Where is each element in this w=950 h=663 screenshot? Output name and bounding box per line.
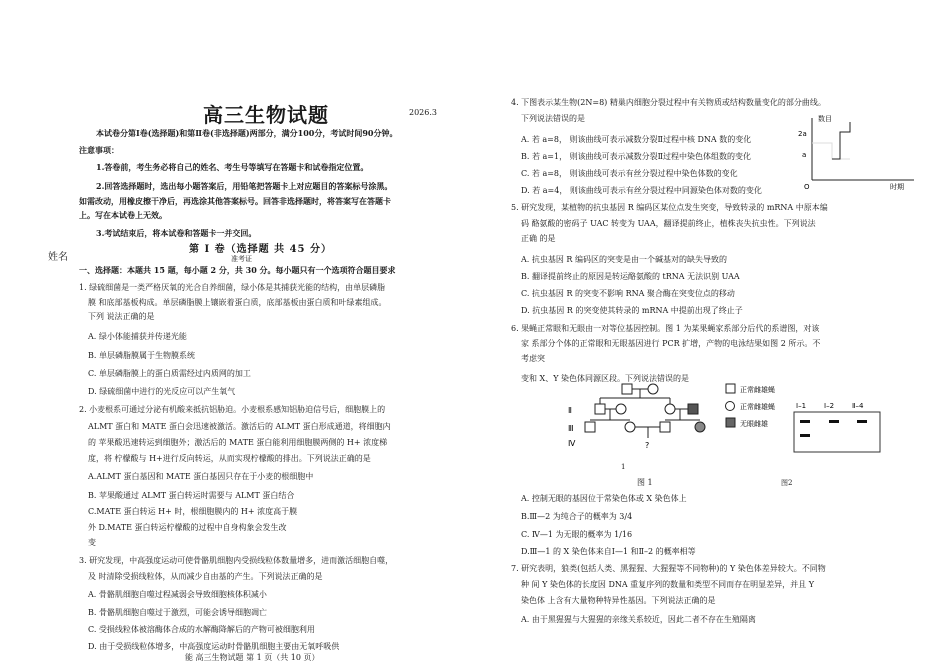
q6-option-b: B.Ⅲ—2 为纯合子的概率为 3/4 <box>521 512 633 521</box>
q5-stem-3: 正确 的是 <box>521 234 556 243</box>
q4-y-axis-label: 数目 <box>818 115 832 123</box>
notice-item-2-end: 上。写在本试卷上无效。 <box>79 210 167 220</box>
notice-title: 注意事项： <box>79 145 119 155</box>
q4-tick-a: a <box>802 151 807 159</box>
gel-band <box>857 420 867 423</box>
q4-origin-label: O <box>804 183 810 191</box>
q4-curve-figure <box>794 112 934 192</box>
q2-option-c: C.MATE 蛋白转运 H+ 时，根细胞膜内的 H+ 浓度高于膜 <box>88 507 298 516</box>
q7-stem: 7. 研究表明，狼类(包括人类、黑猩猩、大猩猩等不同物种)的 Y 染色体差异较大。不同物 <box>511 564 826 573</box>
pedigree-male <box>585 422 595 432</box>
q4-x-axis-label: 时期 <box>890 183 904 191</box>
q6-stem-4: 变和 X、Y 染色体同源区段。下列说法错误的是 <box>521 374 690 383</box>
part-title: 一、选择题：本题共 15 题，每小题 2 分，共 30 分。每小题只有一个选项符合题目要求 <box>79 265 396 275</box>
q1-option-c: C. 单层磷脂膜上的蛋白质需经过内质网的加工 <box>88 369 251 378</box>
q2-stem-4: 度，将 柠檬酸与 H+进行反向转运，从而实现柠檬酸的排出。下列说法正确的是 <box>88 454 371 463</box>
q7-option-a: A. 由于黑猩猩与大猩猩的亲缘关系较近，因此二者不存在生殖隔离 <box>521 615 756 624</box>
legend-normal-female-symbol <box>726 402 735 411</box>
figure-1-number: 1 <box>621 463 626 471</box>
side-id-label: 准考证 <box>231 255 252 263</box>
q2-option-a: A.ALMT 蛋白基因和 MATE 蛋白基因只存在于小麦的根细胞中 <box>88 472 314 481</box>
q4-option-a: A. 若 a=8， 则该曲线可表示减数分裂Ⅱ过程中核 DNA 数的变化 <box>521 135 752 144</box>
q3-option-b: B. 骨骼肌细胞自噬过于激烈，可能会诱导细胞凋亡 <box>88 608 267 617</box>
gel-band <box>800 420 810 423</box>
q4-tick-2a: 2a <box>798 130 807 138</box>
pedigree-female <box>648 384 658 394</box>
pedigree-affected-male <box>688 404 698 414</box>
legend-normal-male-symbol <box>726 384 735 393</box>
q2-option-b: B. 苹果酸通过 ALMT 蛋白转运时需要与 ALMT 蛋白结合 <box>88 491 295 500</box>
q3-option-a: A. 骨骼肌细胞自噬过程减弱会导致细胞核体积减小 <box>88 590 267 599</box>
pedigree-female <box>665 404 675 414</box>
gen-label-2: Ⅱ <box>568 406 572 415</box>
q1-option-d: D. 绿硫细菌中进行的光反应可以产生氧气 <box>88 387 236 396</box>
section-title: 第 Ⅰ 卷（选择题 共 45 分） <box>189 244 333 255</box>
q4-curve-line <box>832 122 850 159</box>
figure-2-caption: 图2 <box>781 479 793 487</box>
q5-stem: 5. 研究发现，某植物的抗虫基因 R 编码区某位点发生突变，导致转录的 mRNA 中原本编 <box>511 203 828 212</box>
q3-option-c: C. 受损线粒体被溶酶体合成的水解酶降解后的产物可被细胞利用 <box>88 625 315 634</box>
q4-faint-line <box>812 143 850 159</box>
q3-stem-2: 及 时清除受损线粒体，从而减少自由基的产生。下列说法正确的是 <box>88 572 323 581</box>
q6-option-d: D.Ⅲ—1 的 X 染色体来自Ⅰ—1 和Ⅱ–2 的概率相等 <box>521 547 696 556</box>
pedigree-affected-female <box>695 422 705 432</box>
side-name-label: 姓名 <box>48 252 68 263</box>
pedigree-male <box>595 404 605 414</box>
gel-lane-2-label: Ⅰ–2 <box>824 402 835 410</box>
legend-normal-1: 正常雌雄蝇 <box>740 386 775 394</box>
notice-item-1: 1.答卷前，考生务必将自己的姓名、考生号等填写在答题卡和试卷指定位置。 <box>96 162 369 172</box>
q2-option-d-end: 变 <box>88 538 96 547</box>
notice-item-2: 2.回答选择题时，选出每小题答案后，用铅笔把答题卡上对应题目的答案标号涂黑。 <box>96 181 393 191</box>
pedigree-female <box>616 404 626 414</box>
figure-1-caption: 图 1 <box>637 478 653 487</box>
q4-stem: 4. 下图表示某生物(2N=8) 精巢内细胞分裂过程中有关物质或结构数量变化的部分曲线。 <box>511 98 826 107</box>
gel-lane-1-label: Ⅰ–1 <box>796 402 807 410</box>
q3-stem: 3. 研究发现，中高强度运动可使骨骼肌细胞内受损线粒体数量增多，进而激活细胞自噬， <box>79 556 394 565</box>
q2-stem-2: ALMT 蛋白和 MATE 蛋白会迅速被激活。激活后的 ALMT 蛋白形成通道，将细胞内 <box>88 422 391 431</box>
q1-stem-3: 下列 说法正确的是 <box>88 312 155 321</box>
pedigree-female <box>625 422 635 432</box>
q4-option-d: D. 若 a=4， 则该曲线可表示有丝分裂过程中同源染色体对数的变化 <box>521 186 762 195</box>
q5-option-a: A. 抗虫基因 R 编码区的突变是由一个碱基对的缺失导致的 <box>521 255 727 264</box>
q6-stem: 6. 果蝇正常眼和无眼由一对等位基因控制。图 1 为某果蝇家系部分后代的系谱图，对该 <box>511 324 820 333</box>
notice-item-2-cont: 如需改动，用橡皮擦干净后，再选涂其他答案标号。回答非选择题时，将答案写在答题卡 <box>79 196 391 206</box>
q6-stem-2: 家 系部分个体的正常眼和无眼基因进行 PCR 扩增，产物的电泳结果如图 2 所示。不 <box>521 339 821 348</box>
pedigree-male <box>622 384 632 394</box>
legend-affected-symbol <box>726 418 735 427</box>
gel-band <box>829 420 839 423</box>
q3-option-d: D. 由于受损线粒体增多，中高强度运动时骨骼肌细胞主要由无氧呼吸供 <box>88 642 340 651</box>
q6-option-a: A. 控制无眼的基因位于常染色体或 X 染色体上 <box>521 494 687 503</box>
page-footer: 能 高三生物试题 第 1 页（共 10 页） <box>185 653 320 662</box>
q4-stem-2: 下列说法错误的是 <box>521 114 585 123</box>
q5-option-d: D. 抗虫基因 R 的突变使其转录的 mRNA 中提前出现了终止子 <box>521 306 743 315</box>
q5-stem-2: 码 酪氨酸的密码子 UAC 转变为 UAA，翻译提前终止，植株丧失抗虫性。下列说法 <box>521 219 816 228</box>
q1-option-a: A. 绿小体能捕获并传递光能 <box>88 332 187 341</box>
q5-option-b: B. 翻译提前终止的原因是转运酪氨酸的 tRNA 无法识别 UAA <box>521 272 740 281</box>
page-title: 高三生物试题 <box>203 103 329 127</box>
q2-option-d: 外 D.MATE 蛋白转运柠檬酸的过程中自身构象会发生改 <box>88 523 287 532</box>
q2-stem-3: 的 苹果酸迅速转运到细胞外；激活后的 MATE 蛋白能利用细胞膜两侧的 H+ 浓度梯 <box>88 438 388 447</box>
legend-normal-2: 正常雌雄蝇 <box>740 403 775 411</box>
gel-band <box>800 434 810 437</box>
q4-option-c: C. 若 a=8， 则该曲线可表示有丝分裂过程中染色体数的变化 <box>521 169 738 178</box>
gen-label-4: Ⅳ <box>568 439 576 448</box>
q1-option-b: B. 单层磷脂膜属于生物膜系统 <box>88 351 195 360</box>
exam-intro: 本试卷分第Ⅰ卷(选择题)和第Ⅱ卷(非选择题)两部分，满分100分，考试时间90分钟。 <box>96 128 398 138</box>
q1-stem-2: 膜 和底部基板构成。单层磷脂膜上镶嵌着蛋白质，底部基板由蛋白质和叶绿素组成。 <box>88 298 387 307</box>
q2-stem: 2. 小麦根系可通过分泌有机酸来抵抗铝胁迫。小麦根系感知铝胁迫信号后，细胞膜上的 <box>79 405 386 414</box>
gen-label-3: Ⅲ <box>568 424 574 433</box>
q6-pedigree-figure <box>560 382 890 484</box>
gel-lane-3-label: Ⅱ–4 <box>852 402 864 410</box>
q7-stem-2: 种 间 Y 染色体的长度因 DNA 重复序列的数量和类型不同而存在明显差异，并且 Y <box>521 580 815 589</box>
pedigree-male <box>660 422 670 432</box>
gel-frame <box>794 412 880 452</box>
notice-item-3: 3.考试结束后，将本试卷和答题卡一并交回。 <box>96 228 257 238</box>
legend-affected: 无眼雌雄 <box>740 420 768 428</box>
q4-option-b: B. 若 a=1， 则该曲线可表示减数分裂Ⅱ过程中染色体组数的变化 <box>521 152 752 161</box>
q1-stem: 1. 绿硫细菌是一类严格厌氧的光合自养细菌，绿小体是其捕获光能的结构，由单层磷脂 <box>79 283 386 292</box>
q6-option-c: C. Ⅳ—1 为无眼的概率为 1/16 <box>521 530 633 539</box>
q6-stem-3: 考虑突 <box>521 354 545 363</box>
pedigree-unknown-mark: ? <box>645 441 650 450</box>
q5-option-c: C. 抗虫基因 R 的突变不影响 RNA 聚合酶在突变位点的移动 <box>521 289 735 298</box>
right-column <box>502 0 950 663</box>
q7-stem-3: 染色体 上含有大量物种特异性基因。下列说法正确的是 <box>521 596 716 605</box>
exam-date: 2026.3 <box>409 108 437 117</box>
